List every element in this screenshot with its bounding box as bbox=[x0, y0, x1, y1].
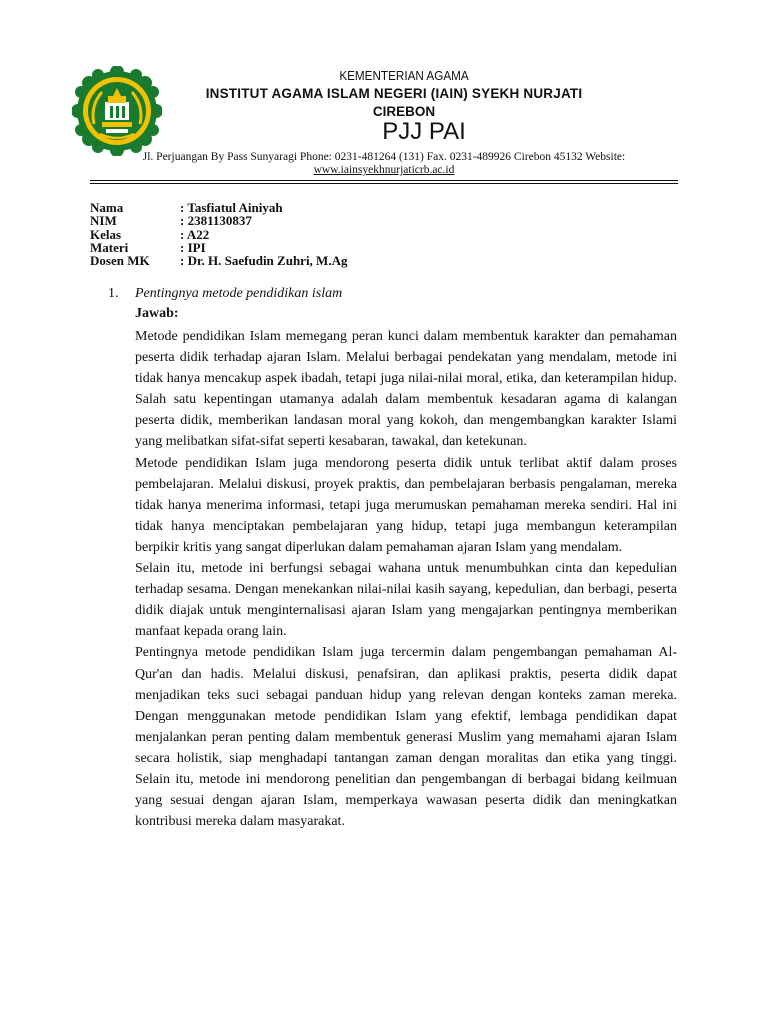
info-label: Dosen MK bbox=[90, 253, 150, 269]
question-text: Pentingnya metode pendidikan islam bbox=[135, 286, 343, 301]
info-label: Nama bbox=[90, 200, 124, 215]
info-row-nim bbox=[90, 214, 347, 227]
info-label: Materi bbox=[90, 239, 129, 255]
info-row-lecturer bbox=[90, 254, 347, 267]
unit-title: PJJ PAI bbox=[382, 118, 466, 145]
ministry-title: KEMENTERIAN AGAMA bbox=[339, 68, 469, 83]
info-label: NIM bbox=[90, 213, 117, 229]
info-value: : 2381130837 bbox=[180, 213, 252, 229]
info-value: : Tasfiatul Ainiyah bbox=[180, 200, 283, 215]
header-divider bbox=[90, 180, 678, 181]
answer-paragraph: Metode pendidikan Islam juga mendorong peserta didik untuk terlibat aktif dalam proses pembelajaran. Melalui diskusi, proyek praktis, dan pembelajaran berbasis pengalaman, mereka tidak hanya menerima informasi, tetapi juga merumuskan pemahaman mereka sendiri. Hal ini tidak hanya menciptakan pembelajaran yang hidup, tetapi juga membangun keterampilan berpikir kritis yang sangat diperlukan dalam pemahaman ajaran Islam yang mendalam. bbox=[135, 455, 677, 555]
answer-body bbox=[135, 326, 677, 832]
question-item bbox=[108, 286, 342, 302]
info-value: : A22 bbox=[180, 226, 210, 242]
answer-paragraph: Selain itu, metode ini berfungsi sebagai wahana untuk menumbuhkan cinta dan kepedulian terhadap sesama. Dengan menekankan nilai-nilai kasih sayang, kepedulian, dan berbagi, peserta didik diajak untuk menginternalisasi ajaran Islam yang mengajarkan pentingnya memberikan manfaat kepada orang lain. bbox=[135, 561, 677, 640]
answer-paragraph: Metode pendidikan Islam memegang peran kunci dalam membentuk karakter dan pemahaman peserta didik terhadap ajaran Islam. Melalui berbagai pendekatan yang mendalam, metode ini tidak hanya mencakup aspek ibadah, tetapi juga nilai-nilai moral, etika, dan keterampilan hidup. Salah satu kepentingan utamanya adalah dalam membentuk kesadaran agama di kalangan peserta didik, memberikan landasan moral yang kokoh, dan mengembangkan karakter Islami yang melibatkan sifat-sifat seperti kesabaran, tawakal, dan ketekunan. bbox=[135, 329, 677, 450]
institution-website bbox=[0, 164, 768, 176]
answer-paragraph: Pentingnya metode pendidikan Islam juga tercermin dalam pengembangan pemahaman Al-Qur'an dan hadis. Melalui diskusi, penafsiran, dan aplikasi praktis, peserta didik dapat menjadikan teks suci sebagai panduan hidup yang relevan dengan konteks zaman mereka. Dengan menggunakan metode pendidikan Islam yang efektif, lembaga pendidikan dapat menjalankan peran penting dalam membentuk generasi Muslim yang memahami ajaran Islam secara holistik, siap menghadapi tantangan zaman dengan moralitas dan etika yang tinggi. Selain itu, metode ini mendorong penelitian dan pengembangan di berbagai bidang keilmuan yang sesuai dengan ajaran Islam, memperkaya wawasan peserta didik dan meningkatkan kontribusi mereka dalam masyarakat. bbox=[135, 645, 677, 830]
info-row-name bbox=[90, 201, 347, 214]
institution-city: CIREBON bbox=[372, 104, 436, 119]
info-value: : IPI bbox=[180, 239, 206, 255]
question-number: 1. bbox=[108, 286, 119, 301]
institution-title: INSTITUT AGAMA ISLAM NEGERI (IAIN) SYEKH NURJATI bbox=[205, 86, 583, 101]
institution-address: Jl. Perjuangan By Pass Sunyaragi Phone: 0231-481264 (131) Fax. 0231-489926 Cirebon 45132 Website: bbox=[142, 151, 626, 163]
info-row-subject bbox=[90, 241, 347, 254]
answer-label: Jawab: bbox=[135, 306, 179, 321]
student-info bbox=[90, 201, 347, 267]
info-value: : Dr. H. Saefudin Zuhri, M.Ag bbox=[180, 253, 348, 269]
website-link[interactable]: www.iainsyekhnurjaticrb.ac.id bbox=[313, 164, 455, 176]
header-divider-thin bbox=[90, 183, 678, 184]
info-label: Kelas bbox=[90, 226, 122, 242]
info-row-class bbox=[90, 228, 347, 241]
